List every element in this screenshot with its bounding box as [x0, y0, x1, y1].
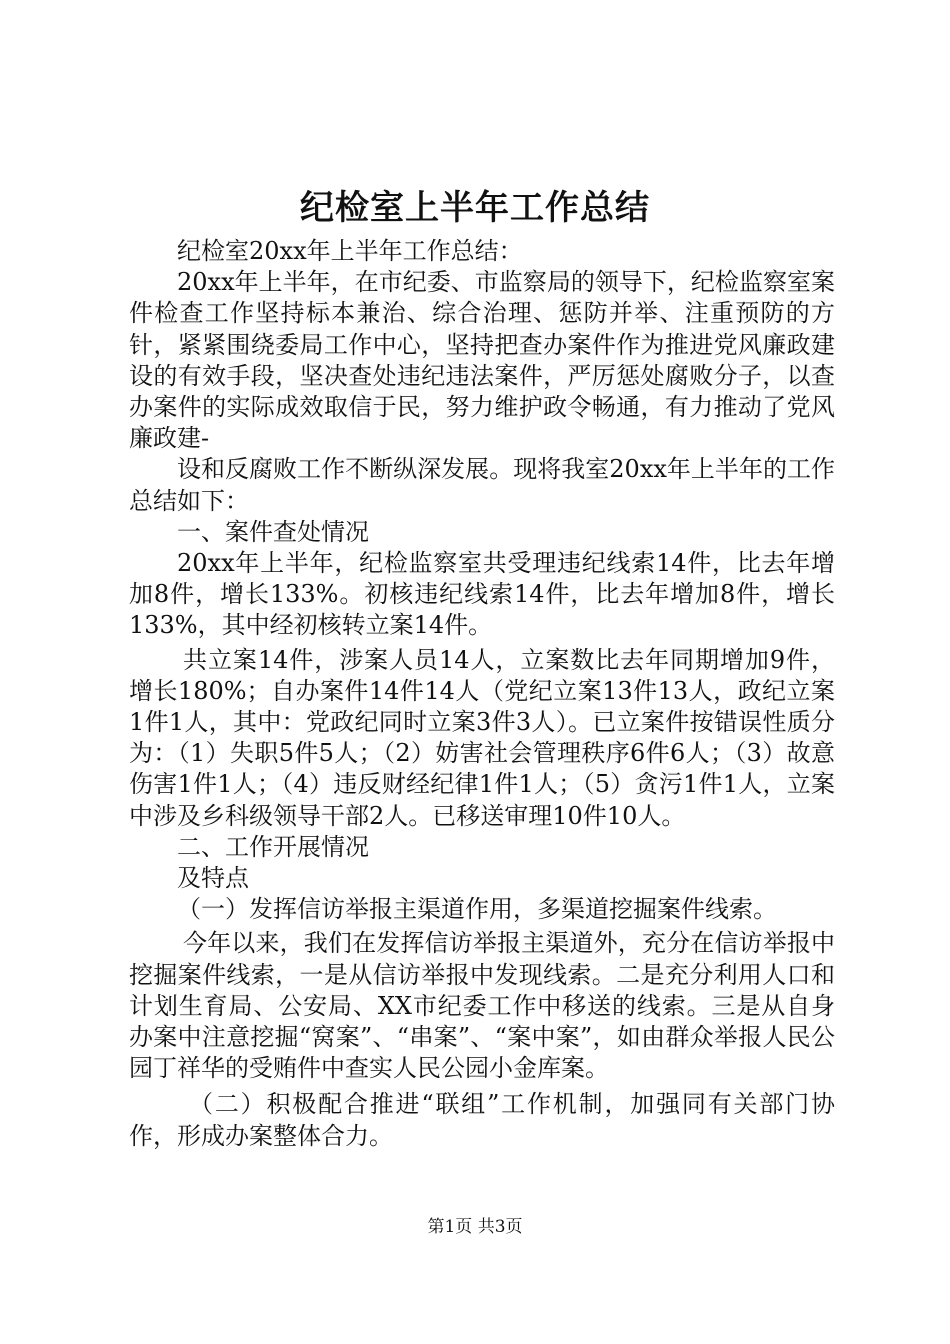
paragraph-overview: 20xx年上半年，在市纪委、市监察局的领导下，纪检监察室案件检查工作坚持标本兼治、综合治理、惩防并举、注重预防的方针，紧紧围绕委局工作中心，坚持把查办案件作为推进党风廉政建设的有效手段，坚决查处违纪违法案件，严厉惩处腐败分子，以查办案件的实际成效取信于民，努力维护政令畅通，有力推动了党风廉政建-: [129, 268, 835, 453]
subheading-joint-group: （二）积极配合推进“联组”工作机制，加强同有关部门协作，形成办案整体合力。: [129, 1090, 835, 1150]
document-body: [129, 236, 835, 1152]
section-heading-case-handling: 一、案件查处情况: [177, 517, 369, 546]
document-title: 纪检室上半年工作总结: [300, 188, 650, 228]
paragraph-case-clues: 20xx年上半年，纪检监察室共受理违纪线索14件，比去年增加8件，增长133%。初核违纪线索14件，比去年增加8件，增长133%，其中经初核转立案14件。: [129, 549, 835, 640]
paragraph-complaint-details: 今年以来，我们在发挥信访举报主渠道外，充分在信访举报中挖掘案件线索，一是从信访举报中发现线索。二是充分利用人口和计划生育局、公安局、XX市纪委工作中移送的线索。三是从自身办案中注意挖掘“窝案”、“串案”、“案中案”，如由群众举报人民公园丁祥华的受贿件中查实人民公园小金库案。: [129, 929, 835, 1083]
section-heading-work-progress: 二、工作开展情况: [177, 832, 369, 861]
paragraph-case-filing: 共立案14件，涉案人员14人，立案数比去年同期增加9件，增长180%；自办案件14件14人（党纪立案13件13人，政纪立案1件1人，其中：党政纪同时立案3件3人）。已立案件按错误性质分为：（1）失职5件5人；（2）妨害社会管理秩序6件6人；（3）故意伤害1件1人；（4）违反财经纪律1件1人；（5）贪污1件1人，立案中涉及乡科级领导干部2人。已移送审理10件10人。: [129, 645, 835, 830]
page-number-footer: 第1页 共3页: [427, 1217, 523, 1237]
paragraph-intro: 纪检室20xx年上半年工作总结：: [177, 237, 523, 265]
paragraph-overview-continued: 设和反腐败工作不断纵深发展。现将我室20xx年上半年的工作总结如下：: [129, 455, 835, 515]
subheading-complaint-channel: （一）发挥信访举报主渠道作用，多渠道挖掘案件线索。: [177, 895, 777, 924]
section-heading-work-progress-continued: 及特点: [177, 864, 249, 893]
